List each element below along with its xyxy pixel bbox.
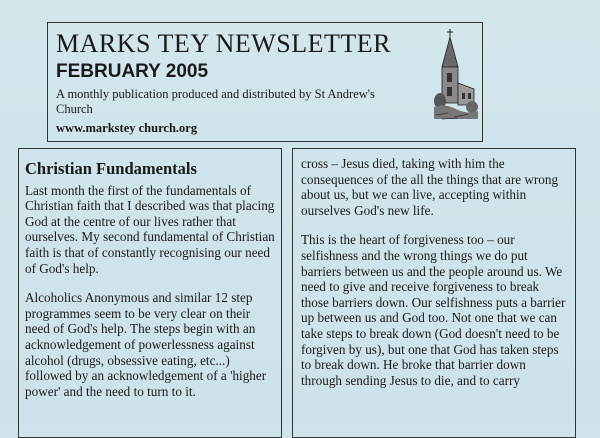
website-link[interactable]: www.markstey church.org — [56, 121, 198, 135]
publication-description: A monthly publication produced and distributed by St Andrew's Church — [56, 87, 375, 116]
article-right-column — [292, 148, 576, 438]
article-title: Christian Fundamentals — [25, 159, 197, 178]
article-paragraph: cross – Jesus died, taking with him the consequences of the all the things that are wrong about us, but we can live, accepting within ourselves God's new life. — [301, 156, 559, 218]
article-paragraph: Last month the first of the fundamentals of Christian faith that I described was that placing God at the centre of our lives rather that ourselves. My second fundamental of Christian faith is that of constantly recognising our need of God's help. — [25, 182, 275, 276]
article-paragraph: Alcoholics Anonymous and similar 12 step programmes seem to be very clear on their need of God's help. The steps begin with an acknowledgement of powerlessness against alcohol (drugs, obsessive eating, etc...) followed by an acknowledgement of a 'higher power' and the need to turn to it. — [25, 290, 267, 399]
masthead — [47, 22, 483, 142]
article-left-column — [18, 148, 282, 438]
church-tower-image — [434, 27, 478, 123]
issue-date: FEBRUARY 2005 — [56, 61, 209, 82]
article-paragraph: This is the heart of forgiveness too – our selfishness and the wrong things we do put barriers between us and the people around us. We need to give and receive forgiveness to break those barriers down. Our selfishness puts a barrier up between us and God too. Not one that we can take steps to break down (God doesn't need to be forgiven by us), but one that God has taken steps to break down. He broke that barrier down through sending Jesus to die, and to carry — [301, 232, 566, 388]
newsletter-title: MARKS TEY NEWSLETTER — [56, 29, 391, 58]
